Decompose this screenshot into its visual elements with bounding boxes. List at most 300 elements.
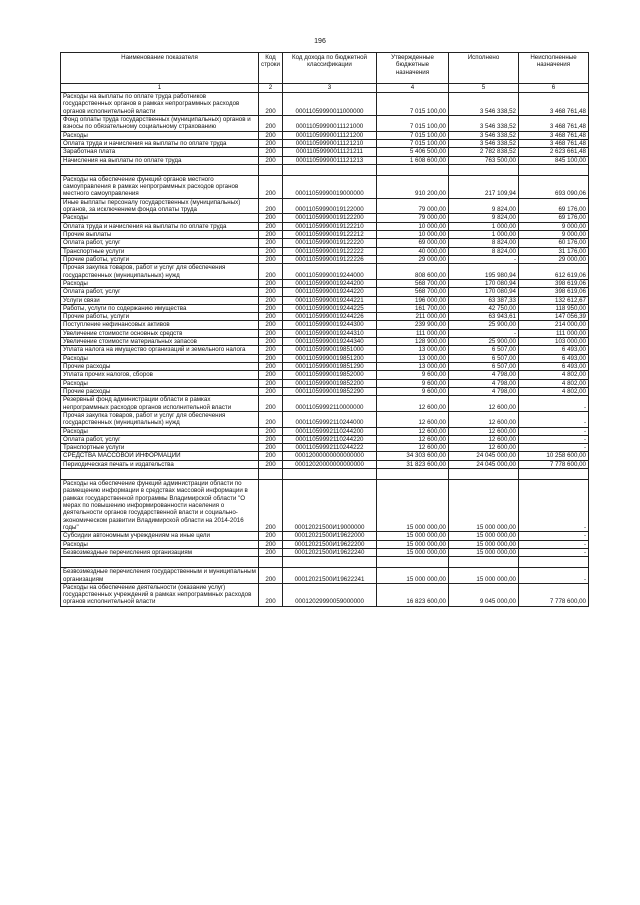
table-row: [61, 164, 589, 175]
row-classification: 00011059990019852290: [283, 387, 377, 395]
row-unexecuted: 612 619,06: [519, 264, 589, 280]
row-unexecuted: 7 778 600,00: [519, 460, 589, 468]
row-approved: 10 000,00: [377, 231, 449, 239]
row-executed: 6 507,00: [449, 354, 519, 362]
table-row: [61, 264, 589, 280]
header-number: 1: [61, 84, 259, 93]
row-executed: 4 798,00: [449, 371, 519, 379]
row-classification: [283, 164, 377, 175]
row-unexecuted: 3 468 761,48: [519, 131, 589, 139]
row-unexecuted: -: [519, 444, 589, 452]
row-name: [61, 164, 259, 175]
row-approved: 7 015 100,00: [377, 139, 449, 147]
header-number: 4: [377, 84, 449, 93]
row-classification: 00012029990059000000: [283, 583, 377, 606]
row-executed: 4 798,00: [449, 379, 519, 387]
row-approved: 9 600,00: [377, 371, 449, 379]
row-executed: 3 546 338,52: [449, 115, 519, 131]
row-executed: 6 507,00: [449, 363, 519, 371]
row-classification: 00012000000000000000: [283, 452, 377, 460]
row-unexecuted: 60 176,00: [519, 239, 589, 247]
table-row: [61, 354, 589, 362]
table-row: [61, 583, 589, 606]
row-approved: [377, 469, 449, 480]
table-row: [61, 363, 589, 371]
table-row: [61, 288, 589, 296]
row-classification: 00011059990019122200: [283, 214, 377, 222]
row-classification: 00011059990019852200: [283, 379, 377, 387]
row-code: 200: [259, 583, 283, 606]
row-classification: [283, 557, 377, 568]
row-unexecuted: 4 802,00: [519, 387, 589, 395]
header-unexecuted: Неисполненные назначения: [519, 53, 589, 84]
row-executed: 9 824,00: [449, 214, 519, 222]
row-code: [259, 557, 283, 568]
row-executed: 4 798,00: [449, 387, 519, 395]
row-code: 200: [259, 288, 283, 296]
row-approved: 9 600,00: [377, 379, 449, 387]
row-unexecuted: 3 468 761,48: [519, 93, 589, 116]
row-name: Расходы на обеспечение функций администрации области по размещению информации в средствах массовой информации в рамках государственной программы Владимирской области "О мерах по повышению информированности населения о деятельности органов государственной власти и социально-экономическом развитии Владимирской области на 2014-2016 годы": [61, 480, 259, 532]
row-name: Увеличение стоимости материальных запасов: [61, 338, 259, 346]
row-name: Транспортные услуги: [61, 444, 259, 452]
row-code: 200: [259, 239, 283, 247]
row-name: Заработная плата: [61, 148, 259, 156]
row-approved: 79 000,00: [377, 198, 449, 214]
row-executed: 24 045 000,00: [449, 452, 519, 460]
row-classification: 00011059990019122226: [283, 255, 377, 263]
row-classification: 00011059990019244226: [283, 313, 377, 321]
row-unexecuted: [519, 557, 589, 568]
row-name: Прочие работы, услуги: [61, 255, 259, 263]
row-classification: 00011059990019000000: [283, 175, 377, 198]
row-name: Прочая закупка товаров, работ и услуг для обеспечения государственных (муниципальных) нужд: [61, 411, 259, 427]
table-row: [61, 239, 589, 247]
row-classification: 00011059990011121213: [283, 156, 377, 164]
table-row: [61, 396, 589, 412]
row-name: Расходы: [61, 214, 259, 222]
table-row: [61, 255, 589, 263]
table-row: [61, 222, 589, 230]
row-unexecuted: 29 000,00: [519, 255, 589, 263]
row-approved: 568 700,00: [377, 288, 449, 296]
row-unexecuted: [519, 469, 589, 480]
table-row: [61, 548, 589, 556]
row-unexecuted: 103 000,00: [519, 338, 589, 346]
row-unexecuted: -: [519, 548, 589, 556]
row-code: 200: [259, 387, 283, 395]
row-code: 200: [259, 304, 283, 312]
row-approved: 196 000,00: [377, 296, 449, 304]
row-unexecuted: 31 176,00: [519, 247, 589, 255]
table-row: [61, 115, 589, 131]
row-name: Оплата работ, услуг: [61, 239, 259, 247]
row-approved: 161 700,00: [377, 304, 449, 312]
row-code: [259, 164, 283, 175]
row-executed: 217 109,94: [449, 175, 519, 198]
row-name: Расходы на обеспечение функций органов местного самоуправления в рамках непрограммных расходов органов местного самоуправления: [61, 175, 259, 198]
row-classification: 00012021500И19622000: [283, 532, 377, 540]
row-executed: [449, 557, 519, 568]
row-approved: 12 600,00: [377, 427, 449, 435]
row-approved: 16 823 600,00: [377, 583, 449, 606]
table-row: [61, 444, 589, 452]
row-code: 200: [259, 371, 283, 379]
row-approved: 910 200,00: [377, 175, 449, 198]
row-executed: 3 546 338,52: [449, 93, 519, 116]
row-executed: 15 000 000,00: [449, 540, 519, 548]
row-approved: 12 600,00: [377, 444, 449, 452]
row-approved: 12 600,00: [377, 435, 449, 443]
table-row: [61, 139, 589, 147]
row-unexecuted: -: [519, 540, 589, 548]
row-approved: 12 600,00: [377, 411, 449, 427]
table-row: [61, 131, 589, 139]
header-row: [61, 53, 589, 84]
table-row: [61, 321, 589, 329]
row-name: Расходы на выплаты по оплате труда работников государственных органов в рамках непрограммных расходов органов исполнительной власти: [61, 93, 259, 116]
table-row: [61, 427, 589, 435]
row-approved: 15 000 000,00: [377, 548, 449, 556]
row-name: Периодическая печать и издательства: [61, 460, 259, 468]
row-classification: 00011059990011121200: [283, 131, 377, 139]
row-unexecuted: 111 000,00: [519, 329, 589, 337]
row-name: Оплата труда и начисления на выплаты по оплате труда: [61, 139, 259, 147]
row-unexecuted: 398 619,06: [519, 288, 589, 296]
row-code: 200: [259, 93, 283, 116]
row-classification: 00011059990019244300: [283, 321, 377, 329]
row-executed: 12 600,00: [449, 396, 519, 412]
row-classification: 00012020000000000000: [283, 460, 377, 468]
row-unexecuted: -: [519, 568, 589, 584]
row-executed: 6 507,00: [449, 346, 519, 354]
row-approved: [377, 557, 449, 568]
row-name: [61, 469, 259, 480]
row-unexecuted: -: [519, 480, 589, 532]
table-row: [61, 460, 589, 468]
row-code: 200: [259, 214, 283, 222]
table-row: [61, 411, 589, 427]
row-unexecuted: 4 802,00: [519, 371, 589, 379]
row-approved: 808 600,00: [377, 264, 449, 280]
row-executed: 15 000 000,00: [449, 480, 519, 532]
table-row: [61, 148, 589, 156]
table-row: [61, 296, 589, 304]
row-name: Фонд оплаты труда государственных (муниципальных) органов и взносы по обязательному социальному страхованию: [61, 115, 259, 131]
row-executed: 12 600,00: [449, 427, 519, 435]
row-approved: 12 600,00: [377, 396, 449, 412]
table-row: [61, 156, 589, 164]
row-name: Увеличение стоимости основных средств: [61, 329, 259, 337]
row-approved: 568 700,00: [377, 279, 449, 287]
table-row: [61, 480, 589, 532]
row-executed: 15 000 000,00: [449, 548, 519, 556]
row-code: 200: [259, 338, 283, 346]
row-name: Уплата прочих налогов, сборов: [61, 371, 259, 379]
row-classification: 00011059992110244222: [283, 444, 377, 452]
row-approved: 7 015 100,00: [377, 115, 449, 131]
row-classification: 00011059990011000000: [283, 93, 377, 116]
row-code: 200: [259, 131, 283, 139]
row-classification: 00011059990019122000: [283, 198, 377, 214]
table-row: [61, 532, 589, 540]
row-name: Начисления на выплаты по оплате труда: [61, 156, 259, 164]
row-approved: 10 000,00: [377, 222, 449, 230]
row-name: Прочие работы, услуги: [61, 313, 259, 321]
row-executed: 1 000,00: [449, 222, 519, 230]
row-code: 200: [259, 279, 283, 287]
row-name: Расходы: [61, 354, 259, 362]
row-classification: 00011059990019852000: [283, 371, 377, 379]
row-unexecuted: 10 258 600,00: [519, 452, 589, 460]
row-approved: 15 000 000,00: [377, 532, 449, 540]
row-code: 200: [259, 379, 283, 387]
row-classification: 00012021500И19622241: [283, 568, 377, 584]
row-name: Иные выплаты персоналу государственных (муниципальных) органов, за исключением фонда оплаты труда: [61, 198, 259, 214]
row-name: Расходы: [61, 279, 259, 287]
row-executed: 1 000,00: [449, 231, 519, 239]
row-unexecuted: 7 778 600,00: [519, 583, 589, 606]
row-unexecuted: 4 802,00: [519, 379, 589, 387]
row-code: 200: [259, 255, 283, 263]
table-row: [61, 313, 589, 321]
row-code: 200: [259, 148, 283, 156]
row-executed: 63 387,33: [449, 296, 519, 304]
table-row: [61, 371, 589, 379]
row-executed: 12 600,00: [449, 444, 519, 452]
row-executed: 170 080,94: [449, 279, 519, 287]
table-row: [61, 198, 589, 214]
row-unexecuted: 9 000,00: [519, 231, 589, 239]
row-name: Работы, услуги по содержанию имущества: [61, 304, 259, 312]
row-unexecuted: 9 000,00: [519, 222, 589, 230]
row-approved: 13 000,00: [377, 354, 449, 362]
row-classification: 00011059990019244310: [283, 329, 377, 337]
row-approved: 7 015 100,00: [377, 131, 449, 139]
row-classification: 00011059990011121000: [283, 115, 377, 131]
row-unexecuted: 118 950,00: [519, 304, 589, 312]
table-row: [61, 329, 589, 337]
row-code: 200: [259, 329, 283, 337]
row-code: 200: [259, 156, 283, 164]
table-row: [61, 175, 589, 198]
row-unexecuted: -: [519, 411, 589, 427]
row-name: Транспортные услуги: [61, 247, 259, 255]
row-code: 200: [259, 435, 283, 443]
table-row: [61, 387, 589, 395]
row-code: 200: [259, 296, 283, 304]
row-name: Расходы: [61, 427, 259, 435]
row-approved: 5 406 500,00: [377, 148, 449, 156]
row-classification: 00011059992110244220: [283, 435, 377, 443]
row-code: 200: [259, 175, 283, 198]
row-name: Прочие расходы: [61, 387, 259, 395]
row-approved: 13 000,00: [377, 346, 449, 354]
row-unexecuted: 6 493,00: [519, 354, 589, 362]
row-unexecuted: 3 468 761,48: [519, 115, 589, 131]
row-classification: 00012021500И19000000: [283, 480, 377, 532]
table-row: [61, 379, 589, 387]
row-code: 200: [259, 460, 283, 468]
row-unexecuted: 69 176,00: [519, 214, 589, 222]
row-classification: 00011059990019244340: [283, 338, 377, 346]
row-executed: 15 000 000,00: [449, 532, 519, 540]
table-body: [61, 93, 589, 607]
row-approved: 79 000,00: [377, 214, 449, 222]
row-unexecuted: -: [519, 396, 589, 412]
row-name: Расходы: [61, 540, 259, 548]
row-code: 200: [259, 480, 283, 532]
table-row: [61, 214, 589, 222]
row-classification: 00011059990011121210: [283, 139, 377, 147]
row-unexecuted: 147 056,39: [519, 313, 589, 321]
row-classification: 00011059992110244200: [283, 427, 377, 435]
row-unexecuted: 214 000,00: [519, 321, 589, 329]
row-code: 200: [259, 540, 283, 548]
row-code: 200: [259, 198, 283, 214]
row-classification: 00011059990019244220: [283, 288, 377, 296]
row-name: Прочие выплаты: [61, 231, 259, 239]
row-approved: 15 000 000,00: [377, 568, 449, 584]
row-code: 200: [259, 231, 283, 239]
row-unexecuted: [519, 164, 589, 175]
row-approved: 239 900,00: [377, 321, 449, 329]
row-unexecuted: -: [519, 532, 589, 540]
row-approved: 31 823 600,00: [377, 460, 449, 468]
row-executed: -: [449, 329, 519, 337]
table-row: [61, 568, 589, 584]
row-executed: 195 980,94: [449, 264, 519, 280]
row-name: Услуги связи: [61, 296, 259, 304]
row-approved: 15 000 000,00: [377, 540, 449, 548]
row-executed: 8 824,00: [449, 239, 519, 247]
row-executed: 25 900,00: [449, 321, 519, 329]
row-code: 200: [259, 427, 283, 435]
row-executed: 3 546 338,52: [449, 139, 519, 147]
row-approved: 29 000,00: [377, 255, 449, 263]
row-name: Оплата труда и начисления на выплаты по оплате труда: [61, 222, 259, 230]
row-executed: -: [449, 255, 519, 263]
row-name: [61, 557, 259, 568]
row-name: СРЕДСТВА МАССОВОЙ ИНФОРМАЦИИ: [61, 452, 259, 460]
table-row: [61, 231, 589, 239]
row-approved: 40 000,00: [377, 247, 449, 255]
row-executed: 2 782 838,52: [449, 148, 519, 156]
table-row: [61, 304, 589, 312]
table-row: [61, 557, 589, 568]
row-name: Уплата налога на имущество организаций и земельного налога: [61, 346, 259, 354]
header-number: 3: [283, 84, 377, 93]
row-name: Поступление нефинансовых активов: [61, 321, 259, 329]
row-approved: 7 015 100,00: [377, 93, 449, 116]
row-classification: 00011059990019244000: [283, 264, 377, 280]
row-classification: 00011059990019122222: [283, 247, 377, 255]
row-name: Расходы: [61, 379, 259, 387]
row-executed: 63 943,61: [449, 313, 519, 321]
table-row: [61, 469, 589, 480]
row-name: Расходы на обеспечение деятельности (оказание услуг) государственных учреждений в рамках непрограммных расходов органов исполнительной власти: [61, 583, 259, 606]
row-approved: 211 000,00: [377, 313, 449, 321]
row-classification: [283, 469, 377, 480]
row-executed: [449, 164, 519, 175]
row-code: 200: [259, 354, 283, 362]
row-classification: 00011059990019851200: [283, 354, 377, 362]
row-unexecuted: 6 493,00: [519, 346, 589, 354]
row-name: Безвозмездные перечисления организациям: [61, 548, 259, 556]
page-number: 196: [314, 38, 326, 45]
row-executed: 9 045 000,00: [449, 583, 519, 606]
row-classification: 00011059990011121211: [283, 148, 377, 156]
report-table: [60, 52, 589, 607]
row-unexecuted: 69 176,00: [519, 198, 589, 214]
row-unexecuted: -: [519, 427, 589, 435]
header-number: 2: [259, 84, 283, 93]
header-executed: Исполнено: [449, 53, 519, 84]
row-code: 200: [259, 247, 283, 255]
row-approved: 128 900,00: [377, 338, 449, 346]
row-code: 200: [259, 115, 283, 131]
row-classification: 00011059990019122212: [283, 231, 377, 239]
row-unexecuted: 845 100,00: [519, 156, 589, 164]
row-code: 200: [259, 568, 283, 584]
row-executed: 12 600,00: [449, 435, 519, 443]
row-classification: 00011059992110244000: [283, 411, 377, 427]
row-name: Оплата работ, услуг: [61, 435, 259, 443]
row-code: 200: [259, 452, 283, 460]
row-executed: 42 750,00: [449, 304, 519, 312]
row-code: 200: [259, 396, 283, 412]
row-code: 200: [259, 532, 283, 540]
row-name: Оплата работ, услуг: [61, 288, 259, 296]
row-unexecuted: 398 619,06: [519, 279, 589, 287]
table-row: [61, 435, 589, 443]
row-approved: 13 000,00: [377, 363, 449, 371]
row-executed: 12 600,00: [449, 411, 519, 427]
row-code: 200: [259, 444, 283, 452]
row-approved: 111 000,00: [377, 329, 449, 337]
row-approved: 9 600,00: [377, 387, 449, 395]
row-name: Расходы: [61, 131, 259, 139]
row-approved: 34 303 600,00: [377, 452, 449, 460]
row-classification: 00011059990019122220: [283, 239, 377, 247]
table-row: [61, 247, 589, 255]
table-row: [61, 452, 589, 460]
row-classification: 00012021500И19622240: [283, 548, 377, 556]
table-row: [61, 346, 589, 354]
row-unexecuted: 6 493,00: [519, 363, 589, 371]
row-code: 200: [259, 321, 283, 329]
row-code: 200: [259, 346, 283, 354]
row-code: 200: [259, 411, 283, 427]
row-name: Прочие расходы: [61, 363, 259, 371]
row-executed: 170 080,94: [449, 288, 519, 296]
table-row: [61, 338, 589, 346]
row-classification: 00011059990019851000: [283, 346, 377, 354]
header-approved: Утвержденные бюджетные назначения: [377, 53, 449, 84]
row-unexecuted: 132 612,67: [519, 296, 589, 304]
row-code: 200: [259, 139, 283, 147]
row-classification: 00011059990019244200: [283, 279, 377, 287]
header-number: 5: [449, 84, 519, 93]
row-executed: 24 045 000,00: [449, 460, 519, 468]
row-classification: 00011059990019244221: [283, 296, 377, 304]
row-name: Безвозмездные перечисления государственным и муниципальным организациям: [61, 568, 259, 584]
row-unexecuted: 3 468 761,48: [519, 139, 589, 147]
row-executed: 15 000 000,00: [449, 568, 519, 584]
table-row: [61, 540, 589, 548]
row-code: [259, 469, 283, 480]
header-classification: Код дохода по бюджетной классификации: [283, 53, 377, 84]
